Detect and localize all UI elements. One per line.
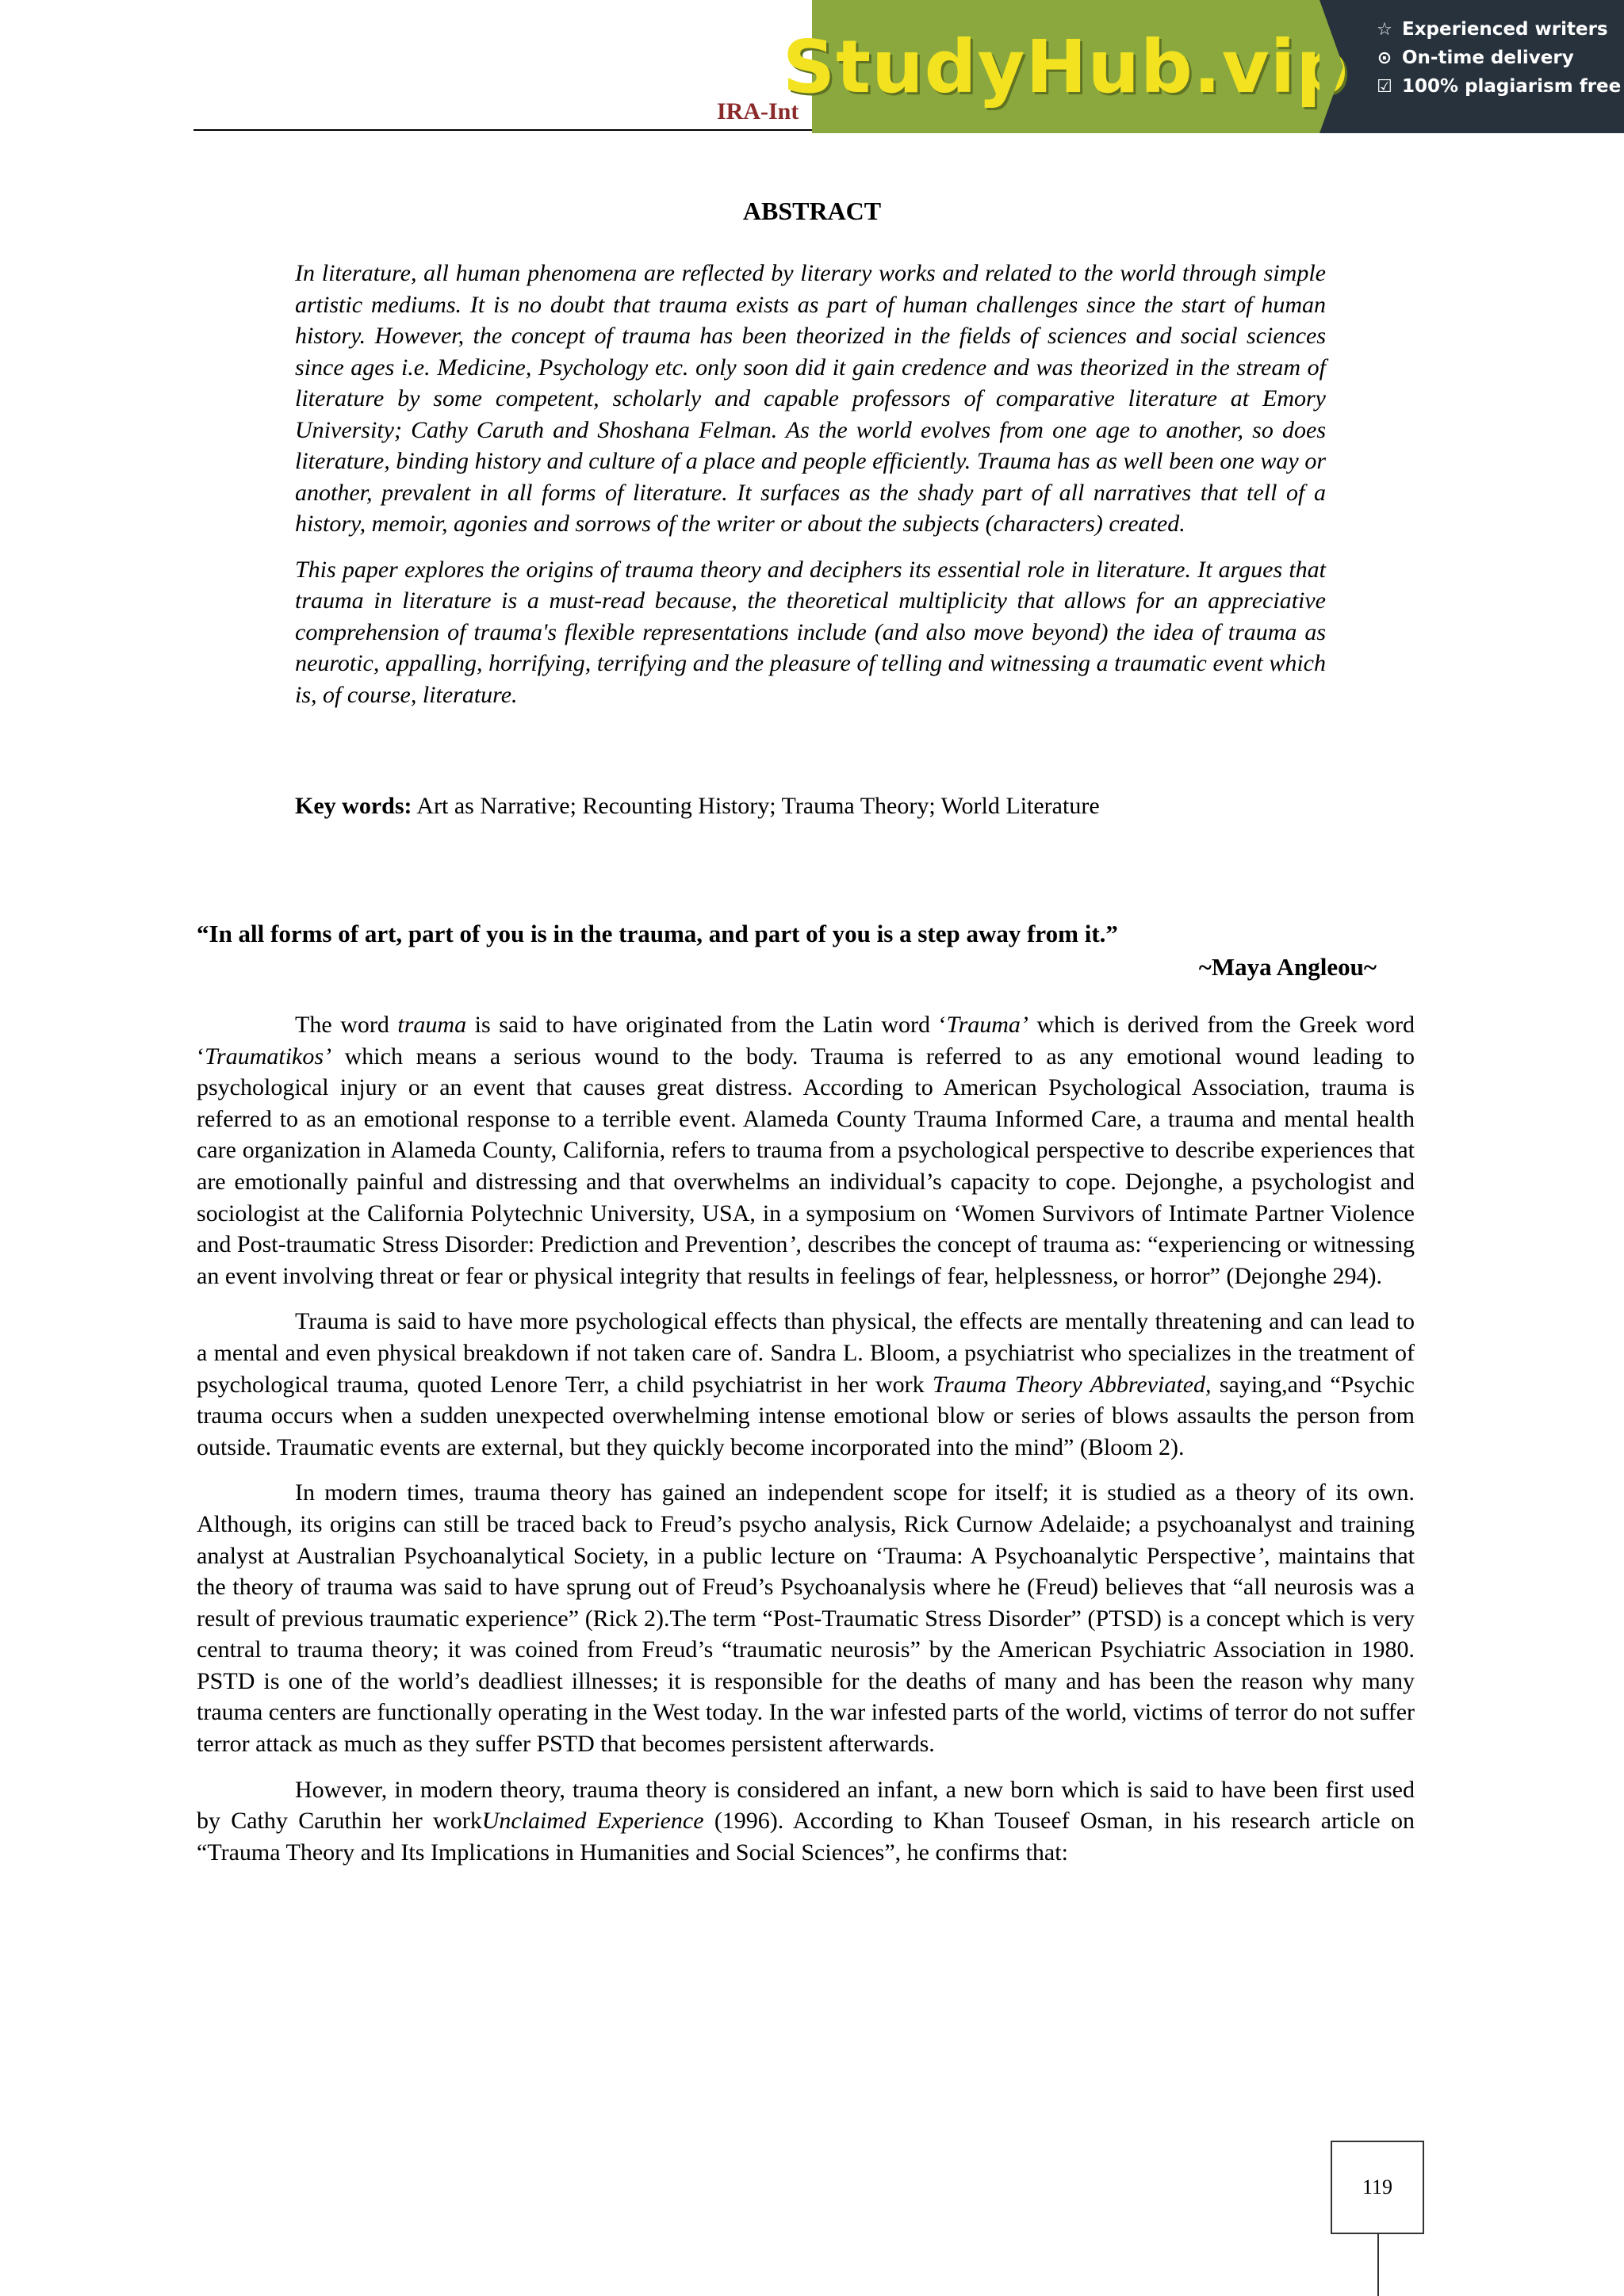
abstract-title: ABSTRACT xyxy=(742,197,882,225)
body-paragraph: The word trauma is said to have originated from the Latin word ‘Trauma’ which is derived from the Greek word ‘Traumatikos’ which means a serious wound to the body. Trauma is referred to as any emotional wound leading to psychological injury or an event that causes great distress. According to American Psychological Association, trauma is referred to as an emotional response to a terrible event. Alameda County Trauma Informed Care, a trauma and mental health care organization in Alameda County, California, refers to trauma from a psychological perspective to describe experiences that are emotionally painful and distressing and that overwhelms an individual’s capacity to cope. Dejonghe, a psychologist and sociologist at the California Polytechnic University, USA, in a symposium on ‘Women Survivors of Intimate Partner Violence and Post-traumatic Stress Disorder: Prediction and Prevention’, describes the concept of trauma as: “experiencing or witnessing an event involving threat or fear or physical integrity that results in feelings of fear, helplessness, or horror” (Dejonghe 294). xyxy=(197,1012,1415,1289)
page-number-box xyxy=(1331,2141,1424,2234)
epigraph-quote: “In all forms of art, part of you is in the trauma, and part of you is a step away from it.” xyxy=(197,920,1118,947)
page-number-line xyxy=(1377,2234,1379,2296)
keywords-list: Art as Narrative; Recounting History; Trauma Theory; World Literature xyxy=(416,793,1100,819)
abstract-body xyxy=(295,258,1326,725)
epigraph-author: ~Maya Angleou~ xyxy=(1198,953,1377,981)
studyhub-banner[interactable] xyxy=(782,0,1624,133)
body-paragraph: However, in modern theory, trauma theory is considered an infant, a new born which is said to have been first used by Cathy Caruthin her workUnclaimed Experience (1996). According to Khan Touseef Osman, in his research article on “Trauma Theory and Its Implications in Humanities and Social Sciences”, he confirms that: xyxy=(197,1776,1415,1866)
banner-feature-delivery xyxy=(1375,48,1624,68)
body-paragraph: In modern times, trauma theory has gained an independent scope for itself; it is studied as a theory of its own. Although, its origins can still be traced back to Freud’s psycho analysis, Rick Curnow Adelaide; a psychoanalyst and training analyst at Australian Psychoanalytical Society, in a public lecture on ‘Trauma: A Psychoanalytic Perspective’, maintains that the theory of trauma was said to have sprung out of Freud’s Psychoanalysis where he (Freud) believes that “all neurosis was a result of previous traumatic experience” (Rick 2).The term “Post-Traumatic Stress Disorder” (PTSD) is a concept which is very central to trauma theory; it was coined from Freud’s “traumatic neurosis” by the American Psychiatric Association in 1980. PSTD is one of the world’s deadliest illnesses; it is responsible for the deaths of many and has been the reason why many trauma centers are functionally operating in the West today. In the war infested parts of the world, victims of terror do not suffer terror attack as much as they suffer PSTD that becomes persistent afterwards. xyxy=(197,1479,1415,1758)
feature-text: Experienced writers xyxy=(1402,19,1608,40)
banner-feature-plagiarism xyxy=(1375,76,1624,97)
feature-text: On-time delivery xyxy=(1402,48,1574,68)
abstract-paragraph: In literature, all human phenomena are reflected by literary works and related to the world through simple artistic mediums. It is no doubt that trauma exists as part of human challenges since the start of human history. However, the concept of trauma has been theorized in the fields of sciences and social sciences since ages i.e. Medicine, Psychology etc. only soon did it gain credence and was theorized in the stream of literature by some competent, scholarly and capable professors of comparative literature at Emory University; Cathy Caruth and Shoshana Felman. As the world evolves from one age to another, so does literature, binding history and culture of a place and people efficiently. Trauma has as well been one way or another, prevalent in all forms of literature. It surfaces as the shady part of all narratives that tell of a history, memoir, agonies and sorrows of the writer or about the subjects (characters) created. xyxy=(295,260,1326,537)
check-icon: ☑ xyxy=(1377,76,1392,97)
banner-feature-writers xyxy=(1375,19,1624,40)
keywords xyxy=(295,793,1100,820)
feature-text: 100% plagiarism free xyxy=(1402,76,1622,97)
banner-features xyxy=(1320,0,1624,133)
keywords-label: Key words: xyxy=(295,793,412,819)
main-body xyxy=(197,1009,1415,1882)
abstract-paragraph: This paper explores the origins of trauma theory and deciphers its essential role in literature. It argues that trauma in literature is a must-read because, the theoretical multiplicity that allows for an appreciative comprehension of trauma's flexible representations include (and also move beyond) the idea of trauma as neurotic, appalling, horrifying, terrifying and the pleasure of telling and witnessing a traumatic event which is, of course, literature. xyxy=(295,556,1326,708)
journal-header-title: IRA-Int xyxy=(717,98,799,124)
page-number: 119 xyxy=(1362,2175,1393,2198)
banner-brand-text: StudyHub.vip xyxy=(782,24,1350,109)
banner-brand[interactable] xyxy=(782,0,1350,133)
body-paragraph: Trauma is said to have more psychological effects than physical, the effects are mentally threatening and can lead to a mental and even physical breakdown if not taken care of. Sandra L. Bloom, a psychiatrist who specializes in the treatment of psychological trauma, quoted Lenore Terr, a child psychiatrist in her work Trauma Theory Abbreviated, saying,and “Psychic trauma occurs when a sudden unexpected overwhelming intense emotional blow or series of blows assaults the person from outside. Traumatic events are external, but they quickly become incorporated into the mind” (Bloom 2). xyxy=(197,1308,1415,1460)
clock-icon: ⊙ xyxy=(1377,48,1392,68)
star-icon: ☆ xyxy=(1377,19,1392,40)
